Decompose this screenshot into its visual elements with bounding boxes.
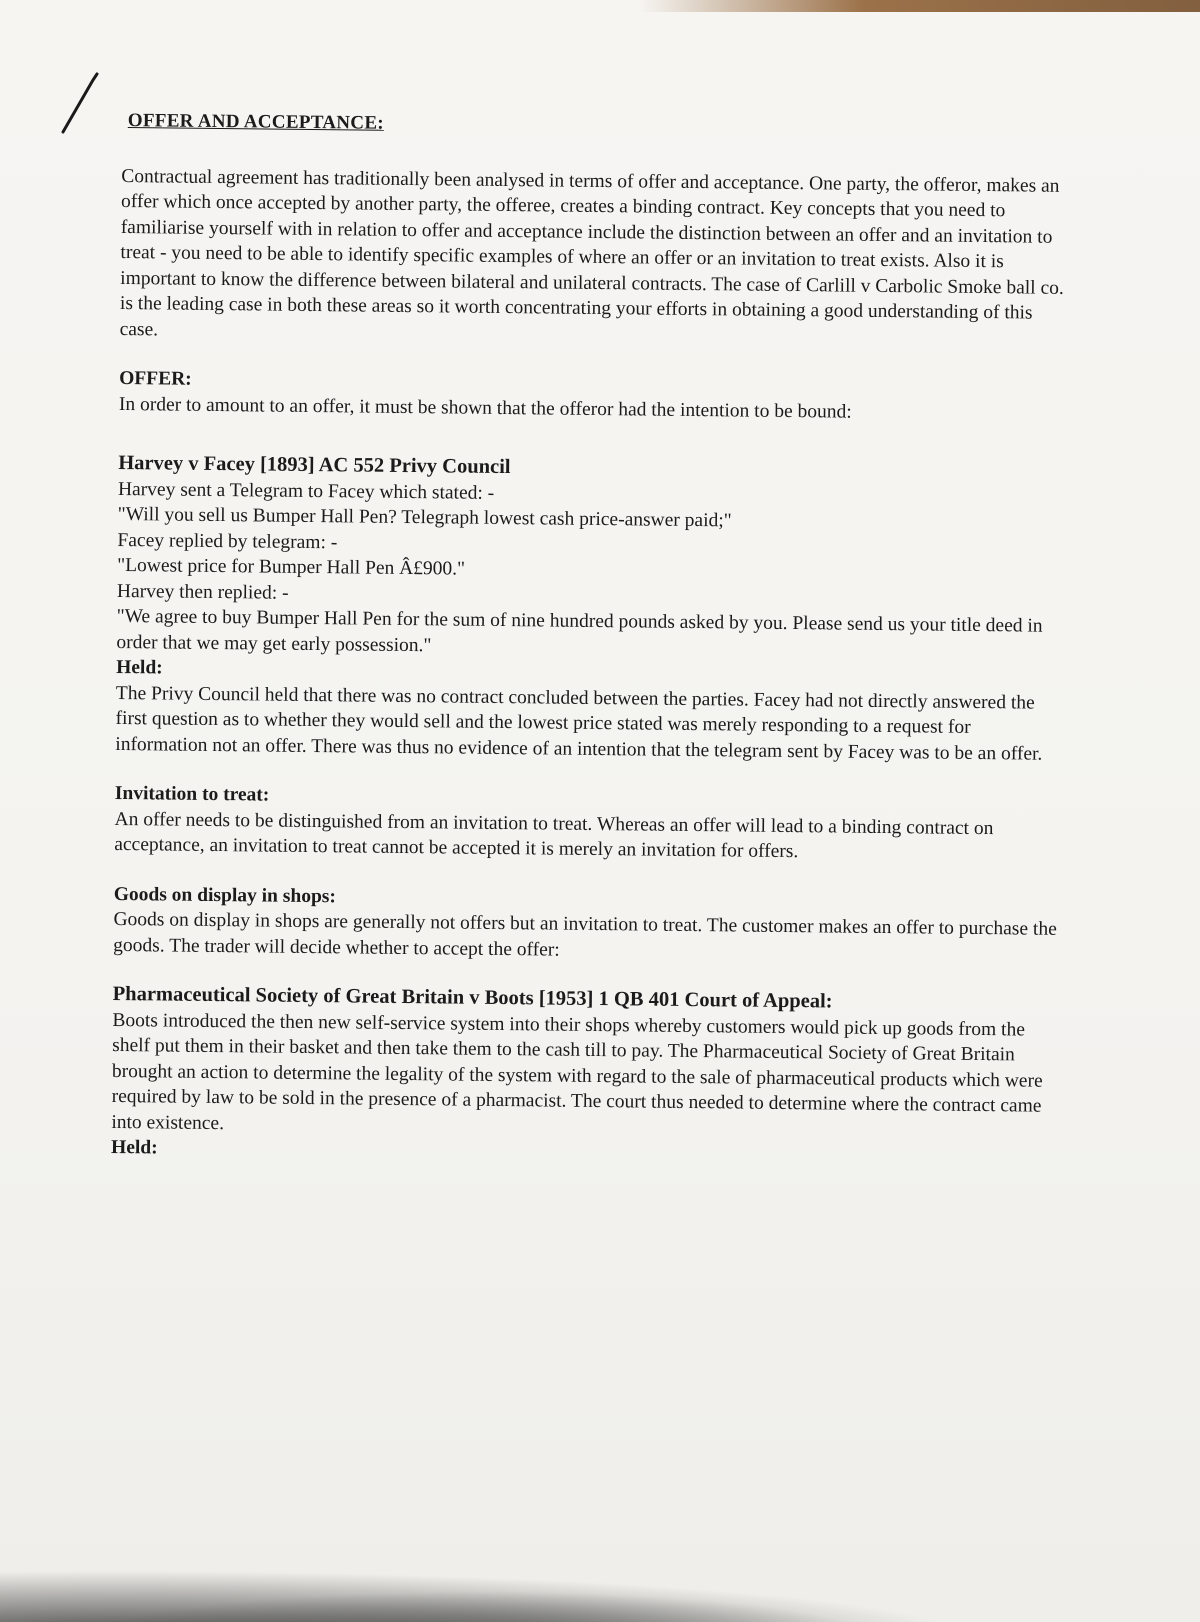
harvey-case-heading: Harvey v Facey [1893] AC 552 Privy Council (118, 451, 511, 479)
harvey-line: "Will you sell us Bumper Hall Pen? Telegraph lowest cash price-answer paid;" (117, 503, 732, 532)
boots-case-heading: Pharmaceutical Society of Great Britain v Boots [1953] 1 QB 401 Court of Appeal: (112, 982, 833, 1013)
harvey-line: "We agree to buy Bumper Hall Pen for the sum of nine hundred pounds asked by you. Please send us your title deed in order that we may get early possession." (116, 605, 1043, 656)
invitation-paragraph: An offer needs to be distinguished from an invitation to treat. Whereas an offer will lead to a binding contract on acceptance, an invitation to treat cannot be accepted it is merely an invitation for offers. (114, 808, 994, 863)
goods-heading: Goods on display in shops: (113, 883, 337, 907)
harvey-held-paragraph: The Privy Council held that there was no contract concluded between the parties. Facey had not directly answered the first question as to whether they would sell and the lowest price stated was merely responding to a request for information not an offer. There was thus no evidence of an intention that the telegram sent by Facey was to be an offer. (115, 682, 1043, 765)
harvey-line: Facey replied by telegram: - (117, 529, 338, 553)
boots-paragraph: Boots introduced the then new self-service system into their shops whereby customers would pick up goods from the shelf put them in their basket and then take them to the cash till to pay. The Pharmaceutical Society of Great Britain brought an action to determine the legality of the system with regard to the sale of pharmaceutical products which were required by law to be sold in the presence of a pharmacist. The court thus needed to determine where the contract came into existence. (111, 1009, 1043, 1134)
table-edge (640, 0, 1200, 12)
intro-paragraph: Contractual agreement has traditionally been analysed in terms of offer and acceptance. One party, the offeror, makes an offer which once accepted by another party, the offeree, creates a binding contract. Key concepts that you need to familiarise yourself with in relation to offer and acceptance include the distinction between an offer and an invitation to treat - you need to be able to identify specific examples of where an offer or an invitation to treat exists. Also it is important to know the difference between bilateral and unilateral contracts. The case of Carlill v Carbolic Smoke ball co. is the leading case in both these areas so it worth concentrating your efforts in obtaining a good understanding of this case. (119, 165, 1064, 340)
goods-paragraph: Goods on display in shops are generally not offers but an invitation to treat. The customer makes an offer to purchase the goods. The trader will decide whether to accept the offer: (113, 908, 1057, 961)
harvey-line: "Lowest price for Bumper Hall Pen Â£900." (117, 554, 466, 580)
offer-paragraph: In order to amount to an offer, it must be shown that the offeror had the intention to be bound: (118, 393, 852, 423)
harvey-line: Harvey then replied: - (116, 580, 289, 604)
page-title: OFFER AND ACCEPTANCE: (127, 110, 385, 134)
pen-stroke-mark (55, 70, 105, 140)
harvey-held-label: Held: (116, 656, 163, 679)
document-body (111, 108, 1072, 1170)
offer-heading: OFFER: (119, 367, 192, 390)
invitation-heading: Invitation to treat: (114, 782, 270, 806)
harvey-line: Harvey sent a Telegram to Facey which stated: - (117, 478, 495, 504)
bottom-shadow (0, 1552, 1200, 1622)
boots-held-label: Held: (111, 1136, 158, 1159)
